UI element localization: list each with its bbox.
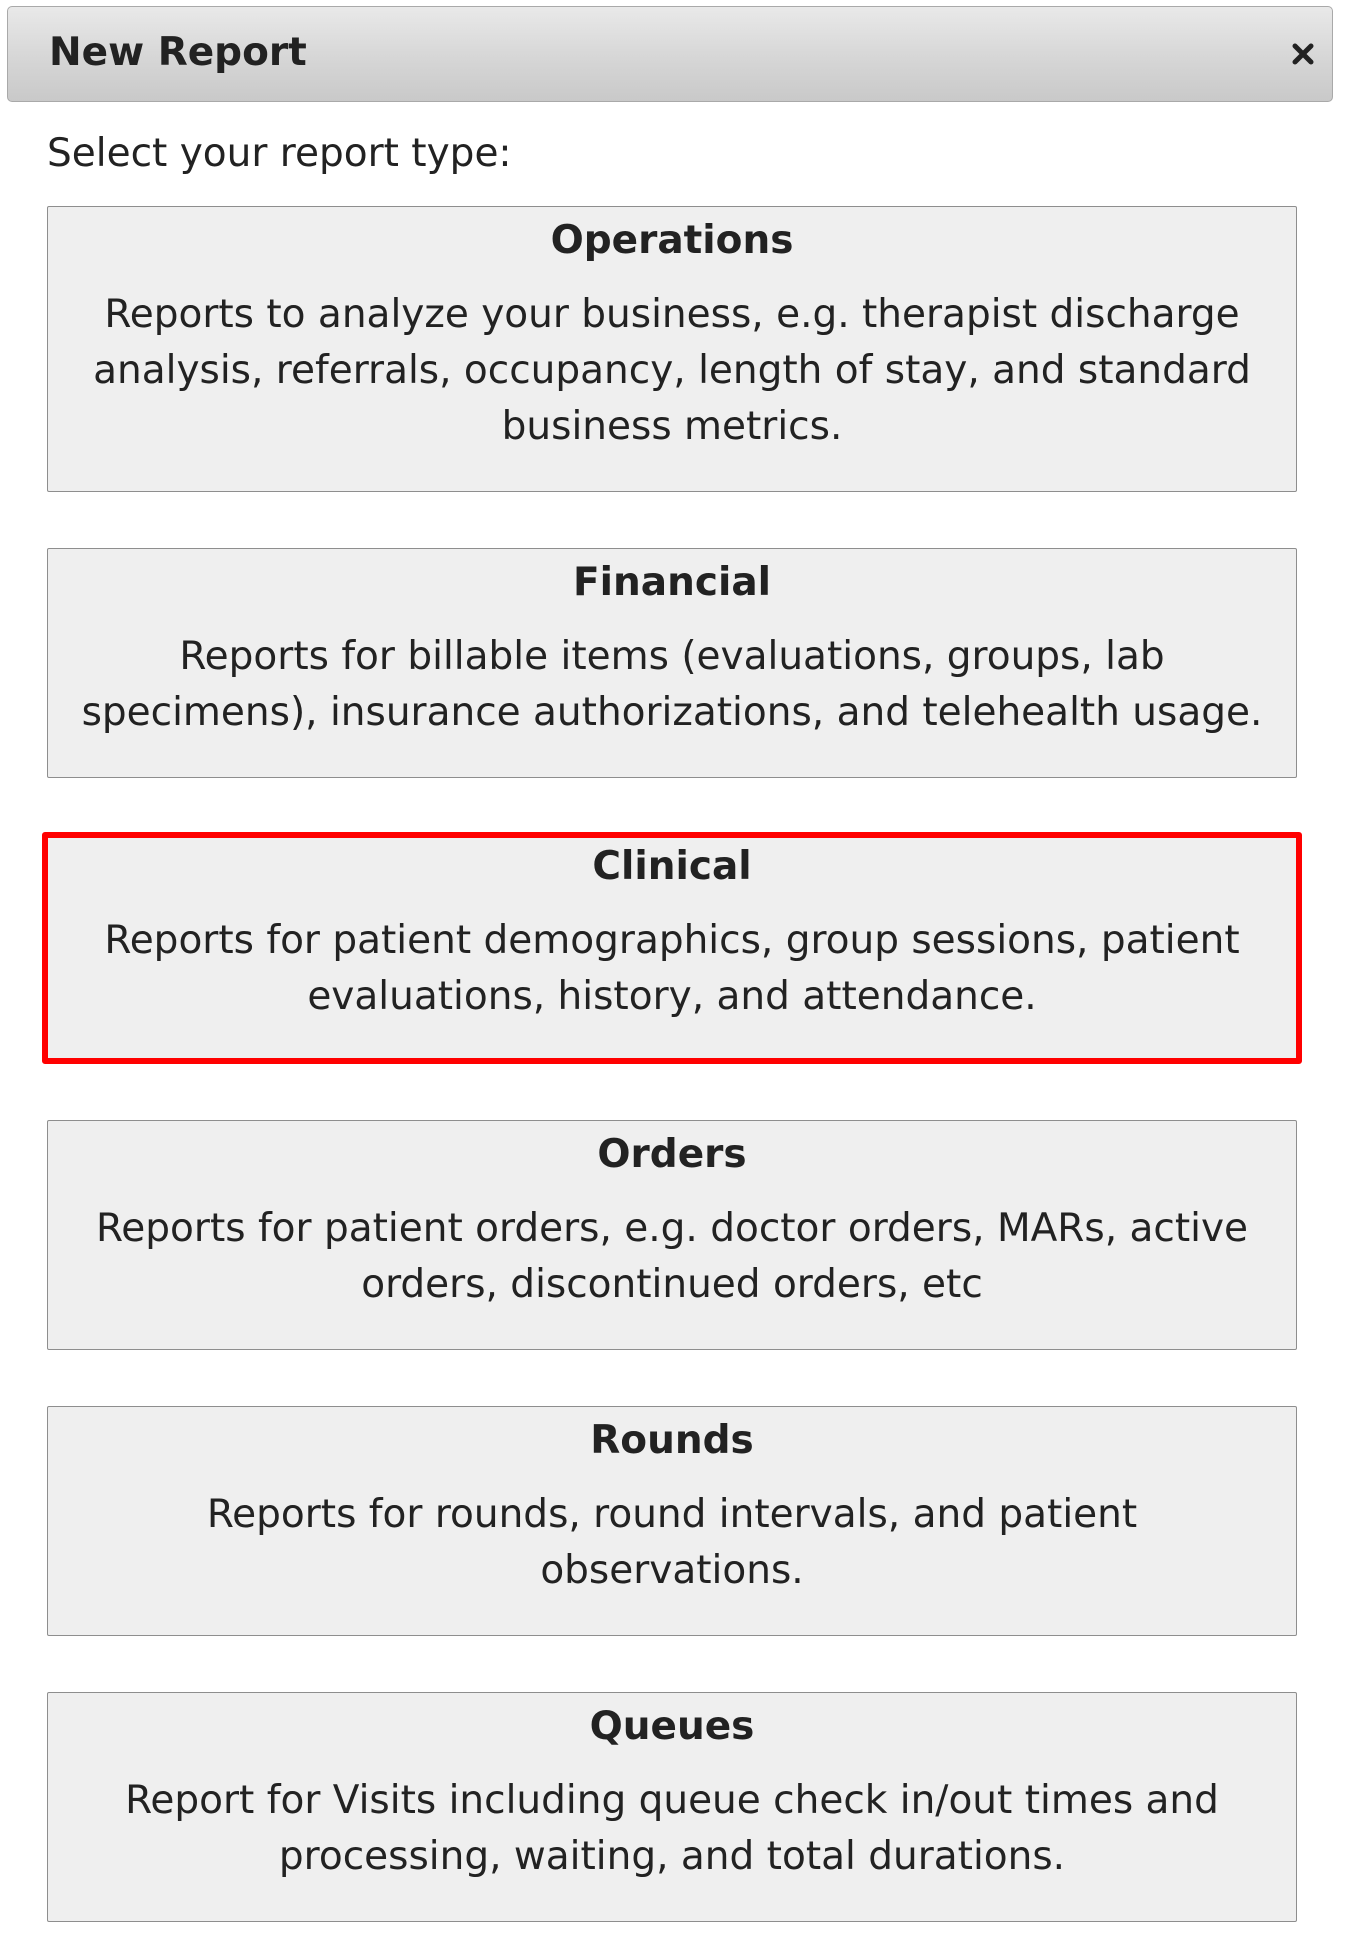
report-option-title: Queues xyxy=(589,1704,755,1749)
report-option-clinical[interactable] xyxy=(42,832,1302,1064)
report-option-description: Reports for patient orders, e.g. doctor orders, MARs, active orders, discontinued orders, etc xyxy=(95,1206,1249,1307)
report-option-queues[interactable] xyxy=(47,1692,1297,1922)
report-option-rounds[interactable] xyxy=(47,1406,1297,1636)
report-option-description: Reports to analyze your business, e.g. therapist discharge analysis, referrals, occupancy, length of stay, and standard business metrics. xyxy=(93,292,1251,449)
dialog-title: New Report xyxy=(49,30,307,75)
report-option-description: Reports for billable items (evaluations, groups, lab specimens), insurance authorizations, and telehealth usage. xyxy=(81,634,1263,735)
report-type-prompt: Select your report type: xyxy=(47,131,512,176)
report-option-financial[interactable] xyxy=(47,548,1297,778)
report-option-operations[interactable] xyxy=(47,206,1297,492)
report-option-orders[interactable] xyxy=(47,1120,1297,1350)
report-option-title: Operations xyxy=(550,218,794,263)
dialog-titlebar xyxy=(7,6,1333,102)
report-option-title: Orders xyxy=(597,1132,747,1177)
report-option-description: Reports for patient demographics, group sessions, patient evaluations, history, and attendance. xyxy=(104,918,1240,1019)
report-option-title: Clinical xyxy=(592,844,752,889)
report-option-title: Financial xyxy=(572,560,772,605)
report-option-title: Rounds xyxy=(590,1418,754,1463)
report-option-description: Reports for rounds, round intervals, and patient observations. xyxy=(206,1492,1138,1593)
report-option-description: Report for Visits including queue check in/out times and processing, waiting, and total durations. xyxy=(125,1778,1219,1879)
close-icon[interactable] xyxy=(1288,39,1318,69)
